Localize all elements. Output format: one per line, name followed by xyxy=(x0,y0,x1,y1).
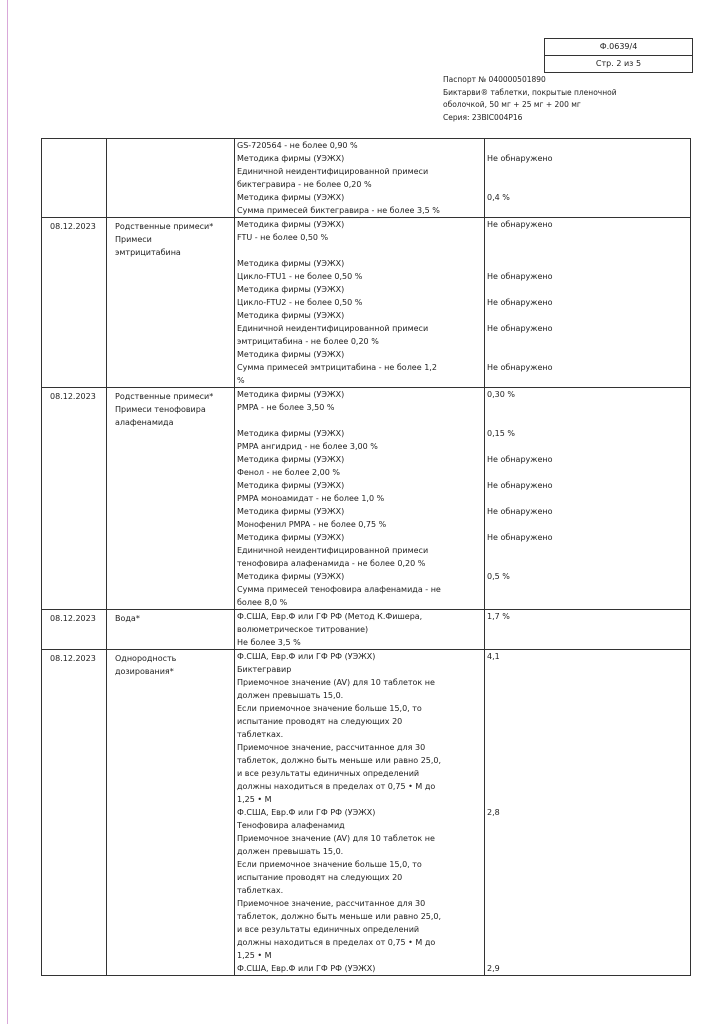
requirement-line: Монофенил PMPA - не более 0,75 % xyxy=(237,520,387,529)
requirement-line: PMPA - не более 3,50 % xyxy=(237,403,335,412)
result-cell xyxy=(485,610,691,650)
requirement-line: Приемочное значение, рассчитанное для 30 xyxy=(237,743,426,752)
requirement-line: Фенол - не более 2,00 % xyxy=(237,468,340,477)
passport-header xyxy=(443,74,617,124)
requirement-line: FTU - не более 0,50 % xyxy=(237,233,329,242)
requirement-line xyxy=(236,414,484,427)
requirement-line: Приемочное значение, рассчитанное для 30 xyxy=(237,899,426,908)
result-line xyxy=(485,440,690,453)
batch-number: Серия: 23BIC004P16 xyxy=(443,112,523,122)
result-line xyxy=(485,348,690,361)
requirement-line xyxy=(236,244,484,257)
indicator-line: Родственные примеси* xyxy=(115,392,214,401)
requirement-line: Сумма примесей биктегравира - не более 3,5 % xyxy=(237,206,440,215)
result-line: Не обнаружено xyxy=(487,220,553,229)
requirement-line: Не более 3,5 % xyxy=(237,638,301,647)
requirement-line: и все результаты единичных определений xyxy=(237,769,420,778)
table-row xyxy=(42,139,691,218)
requirement-line: должны находиться в пределах от 0,75 • М до xyxy=(237,782,436,791)
requirement-line: и все результаты единичных определений xyxy=(237,925,420,934)
result-line: Не обнаружено xyxy=(487,324,553,333)
test-date: 08.12.2023 xyxy=(50,392,96,401)
requirement-line: испытание проводят на следующих 20 xyxy=(237,717,403,726)
requirement-line: Биктегравир xyxy=(237,665,292,674)
result-line xyxy=(485,309,690,322)
result-line xyxy=(485,845,690,858)
result-line: 0,4 % xyxy=(487,193,510,202)
result-line: Не обнаружено xyxy=(487,455,553,464)
result-line xyxy=(485,754,690,767)
result-line xyxy=(485,414,690,427)
result-line xyxy=(485,231,690,244)
requirement-line: Методика фирмы (УЭЖХ) xyxy=(237,481,345,490)
result-cell xyxy=(485,388,691,610)
result-line xyxy=(485,832,690,845)
result-line xyxy=(485,204,690,217)
table-row xyxy=(42,610,691,650)
result-cell xyxy=(485,139,691,218)
requirement-line: 1,25 • М xyxy=(237,951,272,960)
test-date: 08.12.2023 xyxy=(50,654,96,663)
result-line xyxy=(485,897,690,910)
indicator-line: эмтрицитабина xyxy=(115,248,181,257)
indicator-cell xyxy=(107,139,235,218)
requirement-line: Методика фирмы (УЭЖХ) xyxy=(237,572,345,581)
indicator-line: Примеси тенофовира xyxy=(115,405,206,414)
result-line xyxy=(485,936,690,949)
requirement-line: Единичной неидентифицированной примеси xyxy=(237,167,429,176)
result-line xyxy=(485,544,690,557)
result-line xyxy=(485,819,690,832)
result-line xyxy=(485,780,690,793)
form-code-box xyxy=(544,38,693,73)
result-line xyxy=(485,884,690,897)
requirement-line: эмтрицитабина - не более 0,20 % xyxy=(237,337,379,346)
passport-number: Паспорт № 040000501890 xyxy=(443,75,546,84)
test-date: 08.12.2023 xyxy=(50,222,96,231)
requirement-line: таблеток, должно быть меньше или равно 25,0, xyxy=(237,756,442,765)
requirement-line: Методика фирмы (УЭЖХ) xyxy=(237,429,345,438)
result-line xyxy=(485,689,690,702)
indicator-line: Вода* xyxy=(115,614,140,623)
requirement-line: таблетках. xyxy=(237,730,284,739)
requirement-line: Приемочное значение (AV) для 10 таблеток не xyxy=(237,834,435,843)
requirement-line: таблетках. xyxy=(237,886,284,895)
result-line: 0,30 % xyxy=(487,390,515,399)
product-dosage: оболочкой, 50 мг + 25 мг + 200 мг xyxy=(443,100,581,109)
requirement-line: Приемочное значение (AV) для 10 таблеток не xyxy=(237,678,435,687)
requirement-line: Тенофовира алафенамид xyxy=(237,821,345,830)
result-line xyxy=(485,949,690,962)
result-cell xyxy=(485,218,691,388)
indicator-line: Примеси xyxy=(115,235,152,244)
requirement-line: Ф.США, Евр.Ф или ГФ РФ (УЭЖХ) xyxy=(237,808,376,817)
result-line: 4,1 xyxy=(487,652,500,661)
result-line xyxy=(485,636,690,649)
result-line xyxy=(485,178,690,191)
test-date: 08.12.2023 xyxy=(50,614,96,623)
result-line xyxy=(485,557,690,570)
result-line xyxy=(485,676,690,689)
result-line xyxy=(485,702,690,715)
test-date-cell xyxy=(42,650,107,976)
requirement-line: Методика фирмы (УЭЖХ) xyxy=(237,311,345,320)
requirement-line: биктегравира - не более 0,20 % xyxy=(237,180,372,189)
result-line xyxy=(485,583,690,596)
indicator-line: алафенамида xyxy=(115,418,174,427)
requirement-line: Методика фирмы (УЭЖХ) xyxy=(237,259,345,268)
result-line xyxy=(485,910,690,923)
indicator-cell xyxy=(107,388,235,610)
requirement-line: Если приемочное значение больше 15,0, то xyxy=(237,704,422,713)
requirement-line: Цикло-FTU2 - не более 0,50 % xyxy=(237,298,363,307)
requirement-line: Методика фирмы (УЭЖХ) xyxy=(237,507,345,516)
requirement-cell xyxy=(235,650,485,976)
requirement-line: Сумма примесей эмтрицитабина - не более 1,2 xyxy=(237,363,437,372)
requirement-line: Методика фирмы (УЭЖХ) xyxy=(237,350,345,359)
result-line xyxy=(485,401,690,414)
result-line xyxy=(485,165,690,178)
table-row xyxy=(42,218,691,388)
result-line xyxy=(485,374,690,387)
requirement-line: Ф.США, Евр.Ф или ГФ РФ (УЭЖХ) xyxy=(237,964,376,973)
requirement-line: Методика фирмы (УЭЖХ) xyxy=(237,193,345,202)
product-name: Биктарви® таблетки, покрытые пленочной xyxy=(443,87,617,97)
requirement-line: Методика фирмы (УЭЖХ) xyxy=(237,154,345,163)
requirement-line: волюметрическое титрование) xyxy=(237,625,369,634)
requirement-line: Единичной неидентифицированной примеси xyxy=(237,546,429,555)
requirement-line: Методика фирмы (УЭЖХ) xyxy=(237,285,345,294)
result-line: Не обнаружено xyxy=(487,507,553,516)
table-row xyxy=(42,650,691,976)
result-line xyxy=(485,139,690,152)
indicator-cell xyxy=(107,218,235,388)
requirement-line: Сумма примесей тенофовира алафенамида - не xyxy=(237,585,441,594)
requirement-line: GS-720564 - не более 0,90 % xyxy=(237,141,358,150)
requirement-line: испытание проводят на следующих 20 xyxy=(237,873,403,882)
result-line xyxy=(485,871,690,884)
requirement-line: должен превышать 15,0. xyxy=(237,847,344,856)
requirement-line: Методика фирмы (УЭЖХ) xyxy=(237,533,345,542)
requirement-line: должен превышать 15,0. xyxy=(237,691,344,700)
result-line: Не обнаружено xyxy=(487,272,553,281)
test-date-cell xyxy=(42,388,107,610)
result-line: 2,9 xyxy=(487,964,500,973)
requirement-line: Ф.США, Евр.Ф или ГФ РФ (Метод К.Фишера, xyxy=(237,612,423,621)
requirement-line: PMPA ангидрид - не более 3,00 % xyxy=(237,442,378,451)
page-number: Стр. 2 из 5 xyxy=(545,55,692,72)
requirement-line: таблеток, должно быть меньше или равно 25,0, xyxy=(237,912,442,921)
result-line xyxy=(485,715,690,728)
requirement-line: PMPA моноамидат - не более 1,0 % xyxy=(237,494,385,503)
requirement-line: должны находиться в пределах от 0,75 • М до xyxy=(237,938,436,947)
indicator-line: Однородность xyxy=(115,654,177,663)
requirement-line: более 8,0 % xyxy=(237,598,288,607)
requirement-line: 1,25 • М xyxy=(237,795,272,804)
result-line: 0,5 % xyxy=(487,572,510,581)
result-line: 1,7 % xyxy=(487,612,510,621)
binding-margin-line xyxy=(7,0,8,1024)
indicator-cell xyxy=(107,650,235,976)
result-line: 2,8 xyxy=(487,808,500,817)
result-line: Не обнаружено xyxy=(487,298,553,307)
result-line: Не обнаружено xyxy=(487,154,553,163)
indicator-cell xyxy=(107,610,235,650)
test-results-table xyxy=(41,138,691,976)
result-line xyxy=(485,335,690,348)
requirement-line: Единичной неидентифицированной примеси xyxy=(237,324,429,333)
result-line xyxy=(485,257,690,270)
result-line xyxy=(485,244,690,257)
requirement-line: Методика фирмы (УЭЖХ) xyxy=(237,390,345,399)
result-line xyxy=(485,728,690,741)
requirement-line: Цикло-FTU1 - не более 0,50 % xyxy=(237,272,363,281)
requirement-line: Если приемочное значение больше 15,0, то xyxy=(237,860,422,869)
indicator-line: Родственные примеси* xyxy=(115,222,214,231)
requirement-line: Методика фирмы (УЭЖХ) xyxy=(237,220,345,229)
test-date-cell xyxy=(42,610,107,650)
requirement-cell xyxy=(235,218,485,388)
result-line: Не обнаружено xyxy=(487,533,553,542)
result-line xyxy=(485,283,690,296)
result-line xyxy=(485,741,690,754)
requirement-line: Ф.США, Евр.Ф или ГФ РФ (УЭЖХ) xyxy=(237,652,376,661)
test-date-cell xyxy=(42,218,107,388)
requirement-cell xyxy=(235,610,485,650)
form-code: Ф.0639/4 xyxy=(599,42,638,51)
result-line xyxy=(485,793,690,806)
result-line xyxy=(485,492,690,505)
result-line xyxy=(485,518,690,531)
indicator-line: дозирования* xyxy=(115,667,174,676)
result-cell xyxy=(485,650,691,976)
table-row xyxy=(42,388,691,610)
test-date-cell xyxy=(42,139,107,218)
result-line xyxy=(485,767,690,780)
requirement-line: Методика фирмы (УЭЖХ) xyxy=(237,455,345,464)
result-line xyxy=(485,596,690,609)
requirement-line: тенофовира алафенамида - не более 0,20 % xyxy=(237,559,426,568)
result-line xyxy=(485,923,690,936)
result-line: 0,15 % xyxy=(487,429,515,438)
result-line xyxy=(485,466,690,479)
result-line: Не обнаружено xyxy=(487,481,553,490)
requirement-line: % xyxy=(237,376,245,385)
result-line xyxy=(485,858,690,871)
result-line: Не обнаружено xyxy=(487,363,553,372)
requirement-cell xyxy=(235,388,485,610)
requirement-cell xyxy=(235,139,485,218)
result-line xyxy=(485,663,690,676)
result-line xyxy=(485,623,690,636)
